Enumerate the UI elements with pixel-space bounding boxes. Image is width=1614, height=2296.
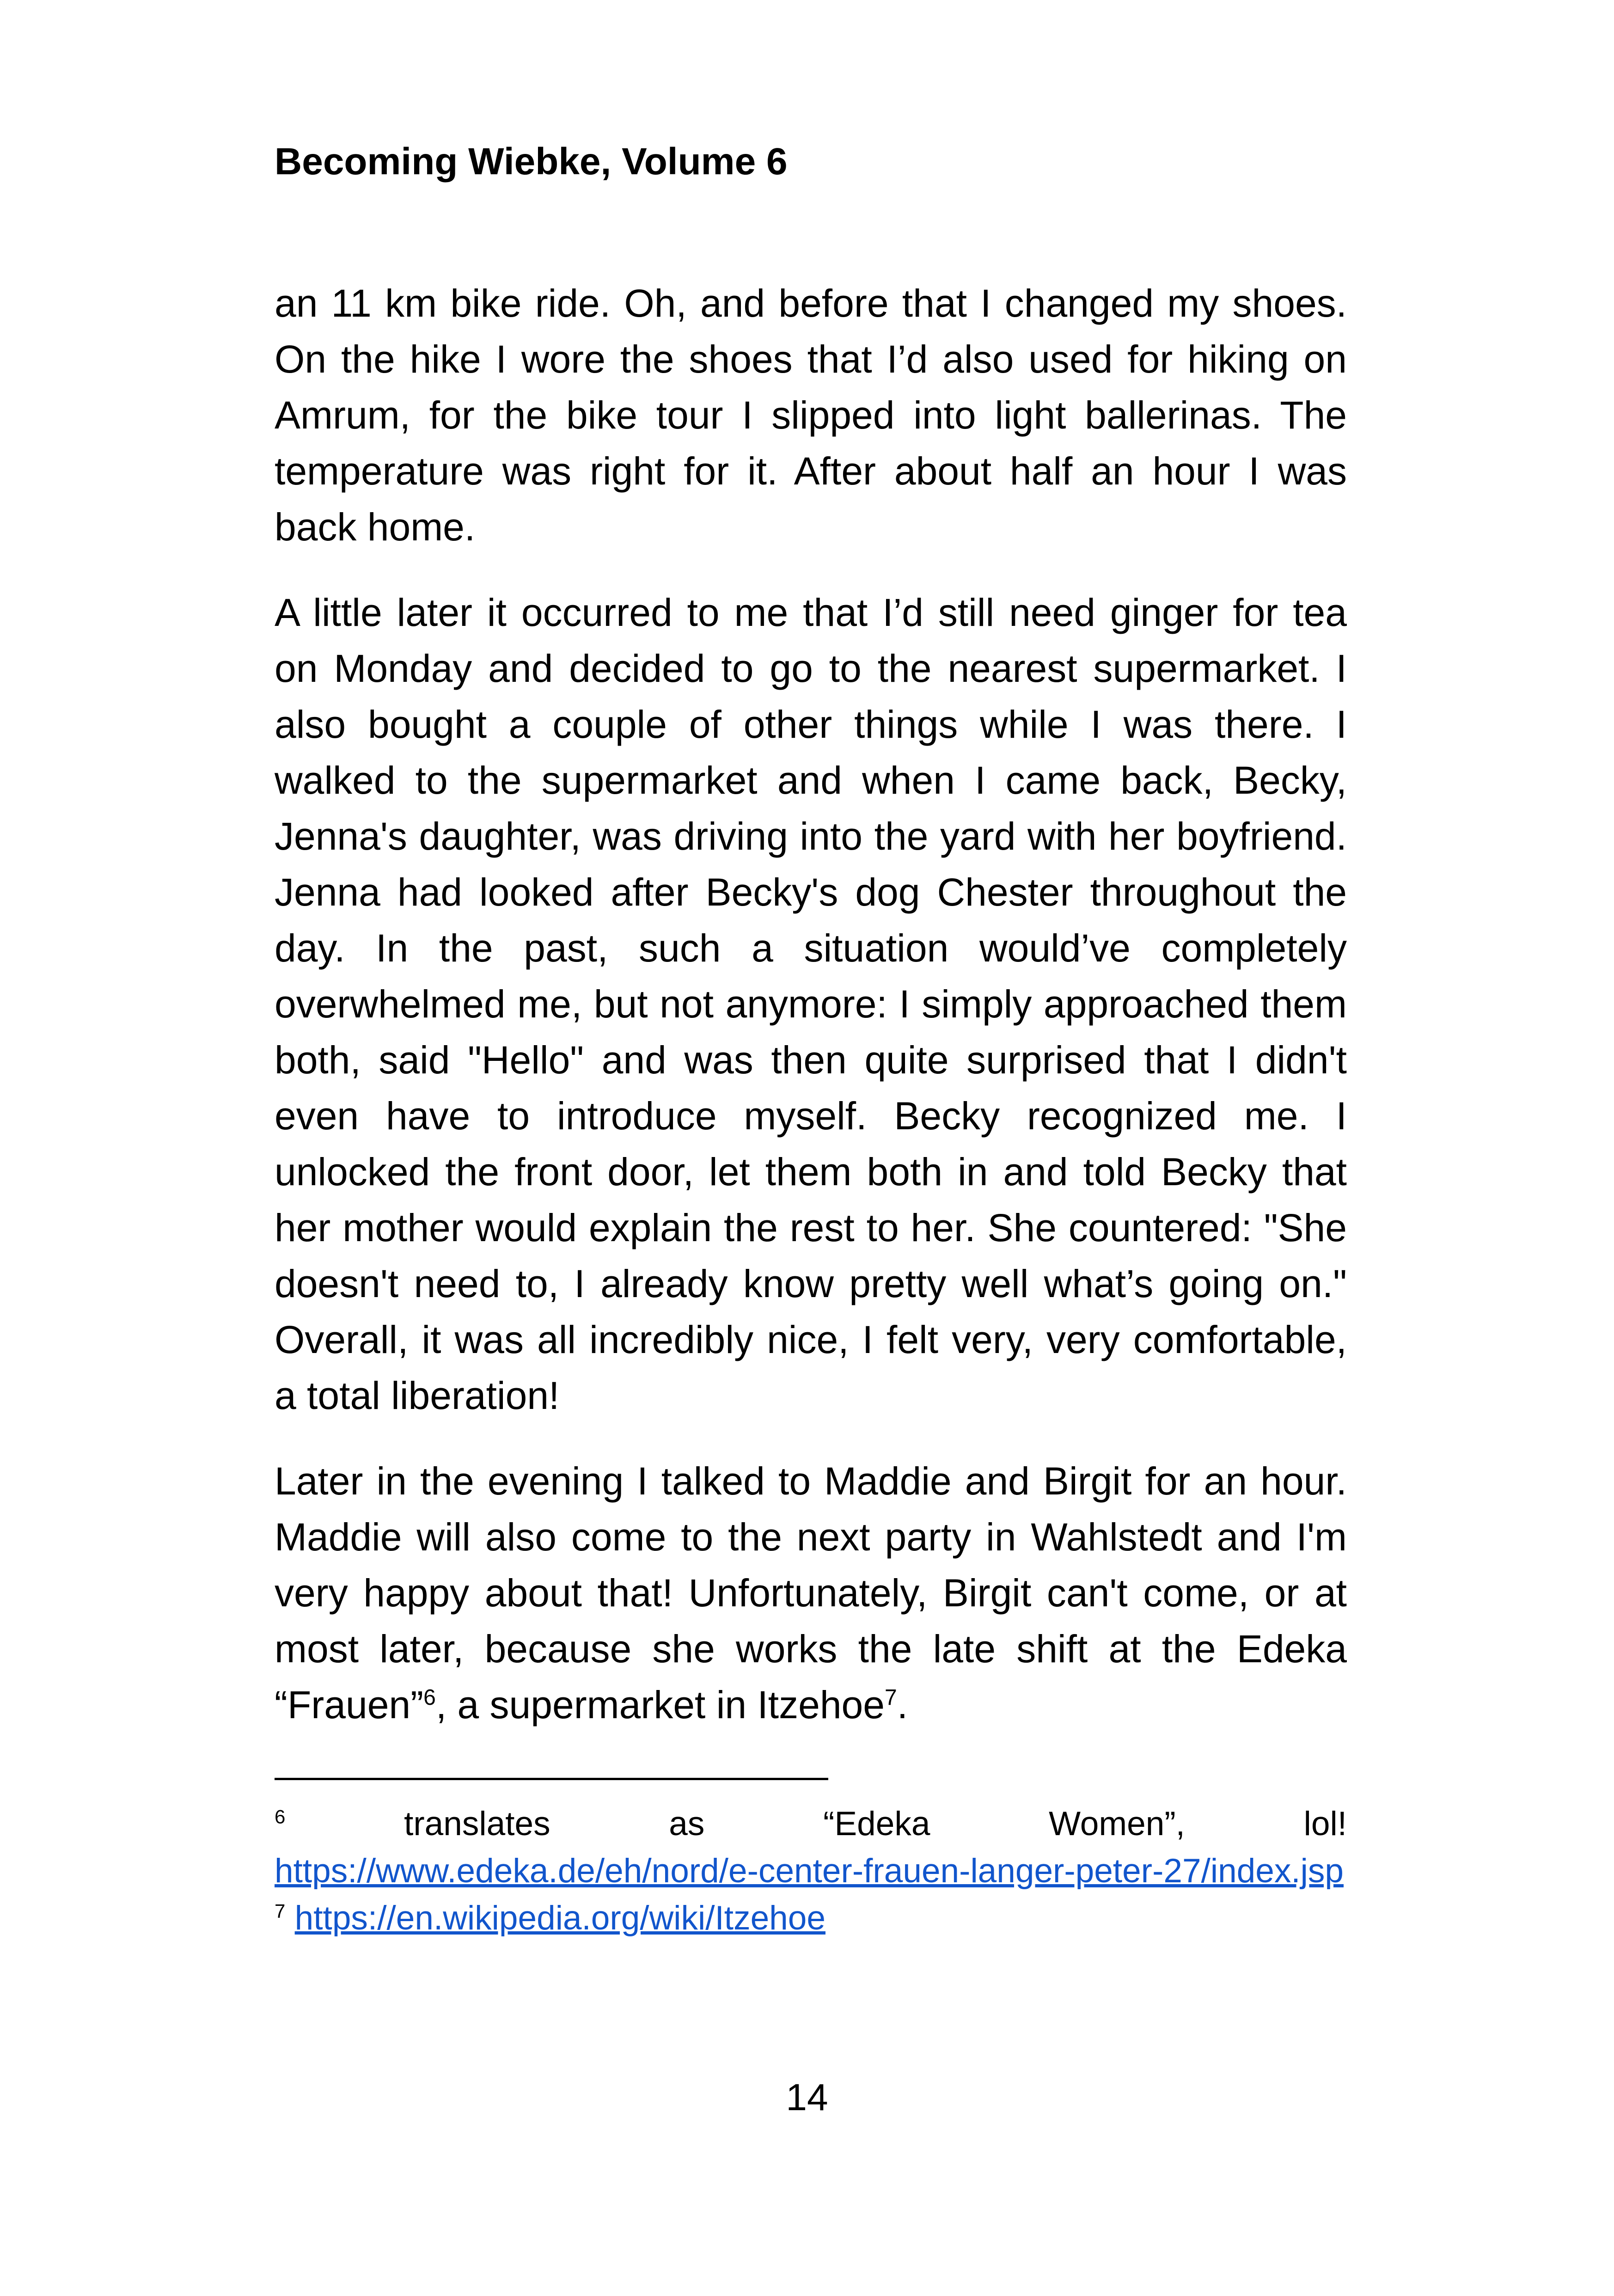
paragraph-text: , a supermarket in Itzehoe <box>435 1683 885 1727</box>
footnote-reference[interactable]: 7 <box>884 1685 897 1710</box>
page-number: 14 <box>786 2076 828 2118</box>
paragraph: A little later it occurred to me that I’d still need ginger for tea on Monday and decided to go to the nearest supermarket. I also bought a couple of other things while I was there. I walked to the supermarket and when I came back, Becky, Jenna's daughter, was driving into the yard with her boyfriend. Jenna had looked after Becky's dog Chester throughout the day. In the past, such a situation would’ve completely overwhelmed me, but not anymore: I simply approached them both, said "Hello" and was then quite surprised that I didn't even have to introduce myself. Becky recognized me. I unlocked the front door, let them both in and told Becky that her mother would explain the rest to her. She countered: "She doesn't need to, I already know pretty well what’s going on." Overall, it was all incredibly nice, I felt very, very comfortable, a total liberation! <box>275 591 1347 1417</box>
footnote-link[interactable]: https://www.edeka.de/eh/nord/e-center-frauen-langer-peter-27/index.jsp <box>275 1852 1344 1890</box>
footnote-marker: 7 <box>275 1900 286 1922</box>
paragraph-text: . <box>897 1683 908 1727</box>
paragraph: an 11 km bike ride. Oh, and before that I changed my shoes. On the hike I wore the shoes that I’d also used for hiking on Amrum, for the bike tour I slipped into light ballerinas. The temperature was right for it. After about half an hour I was back home. <box>275 282 1347 549</box>
running-header: Becoming Wiebke, Volume 6 <box>275 141 788 183</box>
footnote-link[interactable]: https://en.wikipedia.org/wiki/Itzehoe <box>294 1899 825 1937</box>
footnotes <box>275 1800 1347 1942</box>
footnote <box>275 1800 1347 1848</box>
footnote-separator <box>275 1778 828 1780</box>
footnote-text: translates as “Edeka Women”, lol! <box>404 1805 1347 1843</box>
footnote-marker: 6 <box>275 1806 286 1828</box>
paragraph-text: Later in the evening I talked to Maddie and Birgit for an hour. Maddie will also come to the next party in Wahlstedt and I'm very happy about that! Unfortunately, Birgit can't come, or at most later, because she works the late shift at the Edeka “Frauen” <box>275 1459 1347 1727</box>
paragraph <box>275 1453 1347 1733</box>
footnote-link-line <box>275 1848 1347 1895</box>
footnote <box>275 1895 1347 1942</box>
body-text <box>275 276 1347 1733</box>
footnote-reference[interactable]: 6 <box>423 1685 436 1710</box>
